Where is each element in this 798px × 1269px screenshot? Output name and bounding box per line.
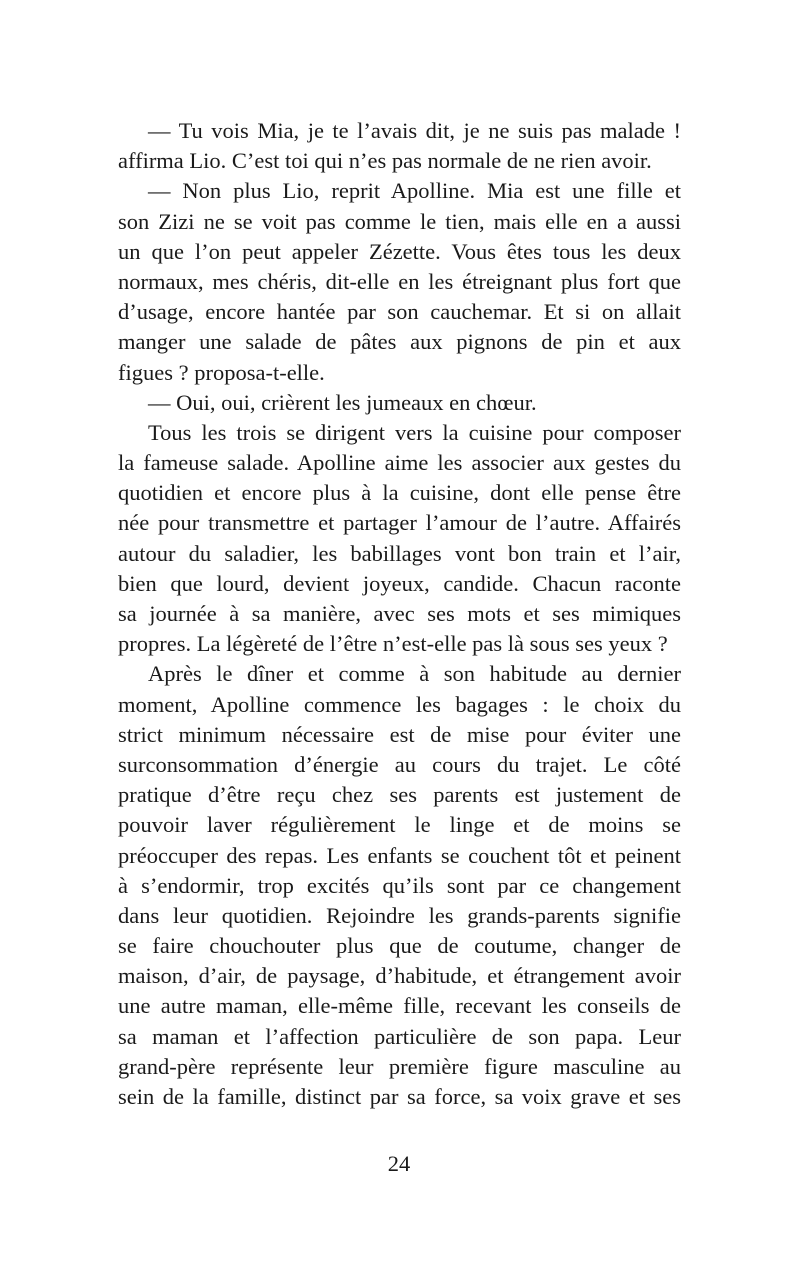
- text-line: bien que lourd, devient joyeux, candide. Chacun raconte: [118, 570, 681, 596]
- text-line: un que l’on peut appeler Zézette. Vous êtes tous les deux: [118, 238, 681, 264]
- text-line: quotidien et encore plus à la cuisine, dont elle pense être: [118, 480, 681, 506]
- text-line: sein de la famille, distinct par sa force, sa voix grave et ses: [118, 1084, 681, 1109]
- text-line: strict minimum nécessaire est de mise pour éviter une: [118, 721, 681, 747]
- text-line: pouvoir laver régulièrement le linge et de moins se: [118, 812, 681, 838]
- text-line: propres. La légèreté de l’être n’est-elle pas là sous ses yeux ?: [118, 631, 668, 657]
- text-line: préoccuper des repas. Les enfants se couchent tôt et peinent: [118, 842, 681, 868]
- text-line: d’usage, encore hantée par son cauchemar. Et si on allait: [118, 299, 681, 325]
- text-line: grand-père représente leur première figure masculine au: [118, 1053, 681, 1079]
- text-line: figues ? proposa-t-elle.: [118, 359, 325, 385]
- text-line: Après le dîner et comme à son habitude au dernier: [148, 661, 681, 687]
- text-line: — Non plus Lio, reprit Apolline. Mia est une fille et: [148, 178, 681, 204]
- text-line: moment, Apolline commence les bagages : le choix du: [118, 691, 681, 717]
- text-line: normaux, mes chéris, dit-elle en les étreignant plus fort que: [118, 268, 681, 294]
- text-line: Tous les trois se dirigent vers la cuisine pour composer: [148, 419, 681, 445]
- text-line: à s’endormir, trop excités qu’ils sont par ce changement: [118, 872, 681, 898]
- text-line: sa journée à sa manière, avec ses mots et ses mimiques: [118, 601, 681, 626]
- text-line: une autre maman, elle-même fille, recevant les conseils de: [118, 993, 681, 1019]
- text-line: surconsommation d’énergie au cours du trajet. Le côté: [118, 751, 681, 777]
- text-line: affirma Lio. C’est toi qui n’es pas normale de ne rien avoir.: [118, 148, 652, 174]
- text-line: — Oui, oui, crièrent les jumeaux en chœur.: [148, 389, 537, 415]
- text-line: manger une salade de pâtes aux pignons de pin et aux: [118, 329, 681, 355]
- body-text: [118, 116, 681, 1112]
- text-line: son Zizi ne se voit pas comme le tien, mais elle en a aussi: [118, 208, 681, 234]
- page-number: 24: [387, 1151, 411, 1176]
- text-line: pratique d’être reçu chez ses parents est justement de: [118, 782, 681, 808]
- text-line: se faire chouchouter plus que de coutume, changer de: [118, 933, 681, 959]
- text-line: autour du saladier, les babillages vont bon train et l’air,: [118, 540, 681, 566]
- text-line: sa maman et l’affection particulière de son papa. Leur: [118, 1023, 681, 1049]
- text-line: — Tu vois Mia, je te l’avais dit, je ne suis pas malade !: [148, 118, 681, 143]
- text-line: la fameuse salade. Apolline aime les associer aux gestes du: [118, 450, 681, 476]
- text-line: dans leur quotidien. Rejoindre les grands-parents signifie: [118, 902, 681, 928]
- text-line: née pour transmettre et partager l’amour de l’autre. Affairés: [118, 510, 681, 536]
- text-line: maison, d’air, de paysage, d’habitude, et étrangement avoir: [118, 963, 681, 989]
